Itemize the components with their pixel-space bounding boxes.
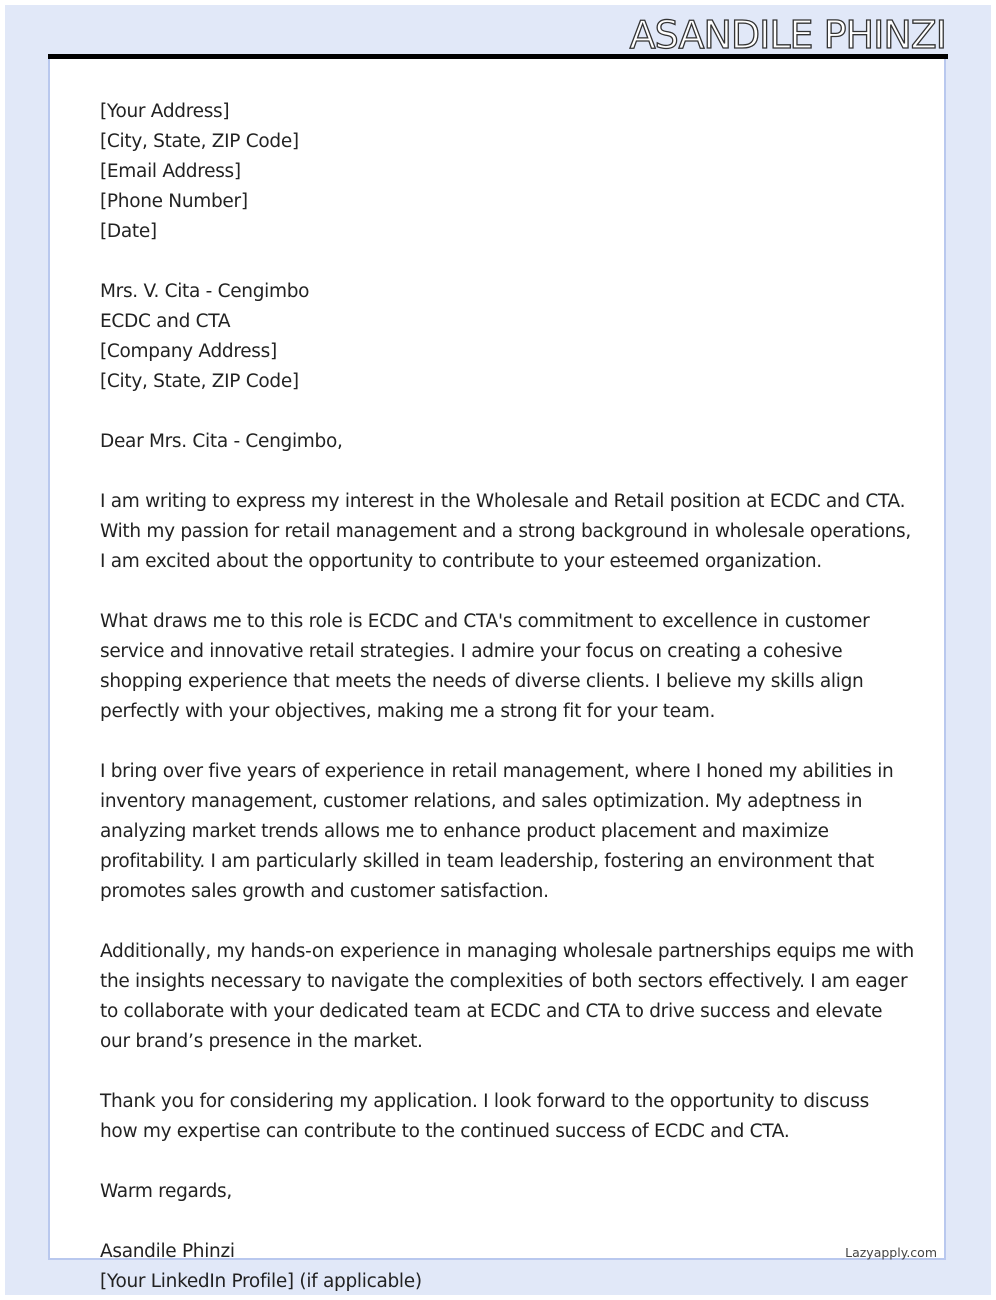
- closing: Warm regards,: [100, 1181, 232, 1202]
- applicant-name-header: ASANDILE PHINZI: [629, 13, 946, 57]
- paragraph-line: inventory management, customer relations, and sales optimization. My adeptness in: [100, 791, 863, 812]
- paragraph-line: our brand’s presence in the market.: [100, 1031, 423, 1052]
- recipient-company: ECDC and CTA: [100, 311, 231, 332]
- paragraph-line: shopping experience that meets the needs of diverse clients. I believe my skills align: [100, 671, 864, 692]
- salutation: Dear Mrs. Cita - Cengimbo,: [100, 431, 343, 452]
- paragraph-1: [100, 487, 920, 577]
- paragraph-5: [100, 1087, 920, 1147]
- paragraph-3: [100, 757, 920, 907]
- paragraph-line: Additionally, my hands-on experience in managing wholesale partnerships equips me with: [100, 941, 914, 962]
- watermark-link[interactable]: Lazyapply.com: [845, 1245, 937, 1260]
- sender-email: [Email Address]: [100, 161, 241, 182]
- paragraph-line: service and innovative retail strategies. I admire your focus on creating a cohesive: [100, 641, 843, 662]
- recipient-name: Mrs. V. Cita - Cengimbo: [100, 281, 310, 302]
- sender-address: [Your Address]: [100, 101, 230, 122]
- paragraph-line: With my passion for retail management and a strong background in wholesale operations,: [100, 521, 911, 542]
- paragraph-line: profitability. I am particularly skilled in team leadership, fostering an environment that: [100, 851, 875, 872]
- sender-block: [100, 97, 920, 247]
- paragraph-line: I am writing to express my interest in the Wholesale and Retail position at ECDC and CTA.: [100, 491, 906, 512]
- sender-city-state-zip: [City, State, ZIP Code]: [100, 131, 299, 152]
- paragraph-line: to collaborate with your dedicated team at ECDC and CTA to drive success and elevate: [100, 1001, 883, 1022]
- paragraph-2: [100, 607, 920, 727]
- paragraph-line: What draws me to this role is ECDC and CTA's commitment to excellence in customer: [100, 611, 870, 632]
- paragraph-line: Thank you for considering my application. I look forward to the opportunity to discuss: [100, 1091, 869, 1112]
- letter-date: [Date]: [100, 221, 157, 242]
- paragraph-line: the insights necessary to navigate the complexities of both sectors effectively. I am eager: [100, 971, 908, 992]
- signature-linkedin: [Your LinkedIn Profile] (if applicable): [100, 1271, 422, 1292]
- recipient-block: [100, 277, 920, 397]
- recipient-address: [Company Address]: [100, 341, 277, 362]
- recipient-city-state-zip: [City, State, ZIP Code]: [100, 371, 299, 392]
- letter-body: [100, 97, 920, 1297]
- paragraph-line: I bring over five years of experience in retail management, where I honed my abilities in: [100, 761, 894, 782]
- paragraph-line: analyzing market trends allows me to enhance product placement and maximize: [100, 821, 829, 842]
- paragraph-4: [100, 937, 920, 1057]
- signature-name: Asandile Phinzi: [100, 1241, 235, 1262]
- sender-phone: [Phone Number]: [100, 191, 248, 212]
- paragraph-line: I am excited about the opportunity to contribute to your esteemed organization.: [100, 551, 822, 572]
- paragraph-line: perfectly with your objectives, making me a strong fit for your team.: [100, 701, 716, 722]
- paragraph-line: how my expertise can contribute to the continued success of ECDC and CTA.: [100, 1121, 790, 1142]
- paragraph-line: promotes sales growth and customer satisfaction.: [100, 881, 549, 902]
